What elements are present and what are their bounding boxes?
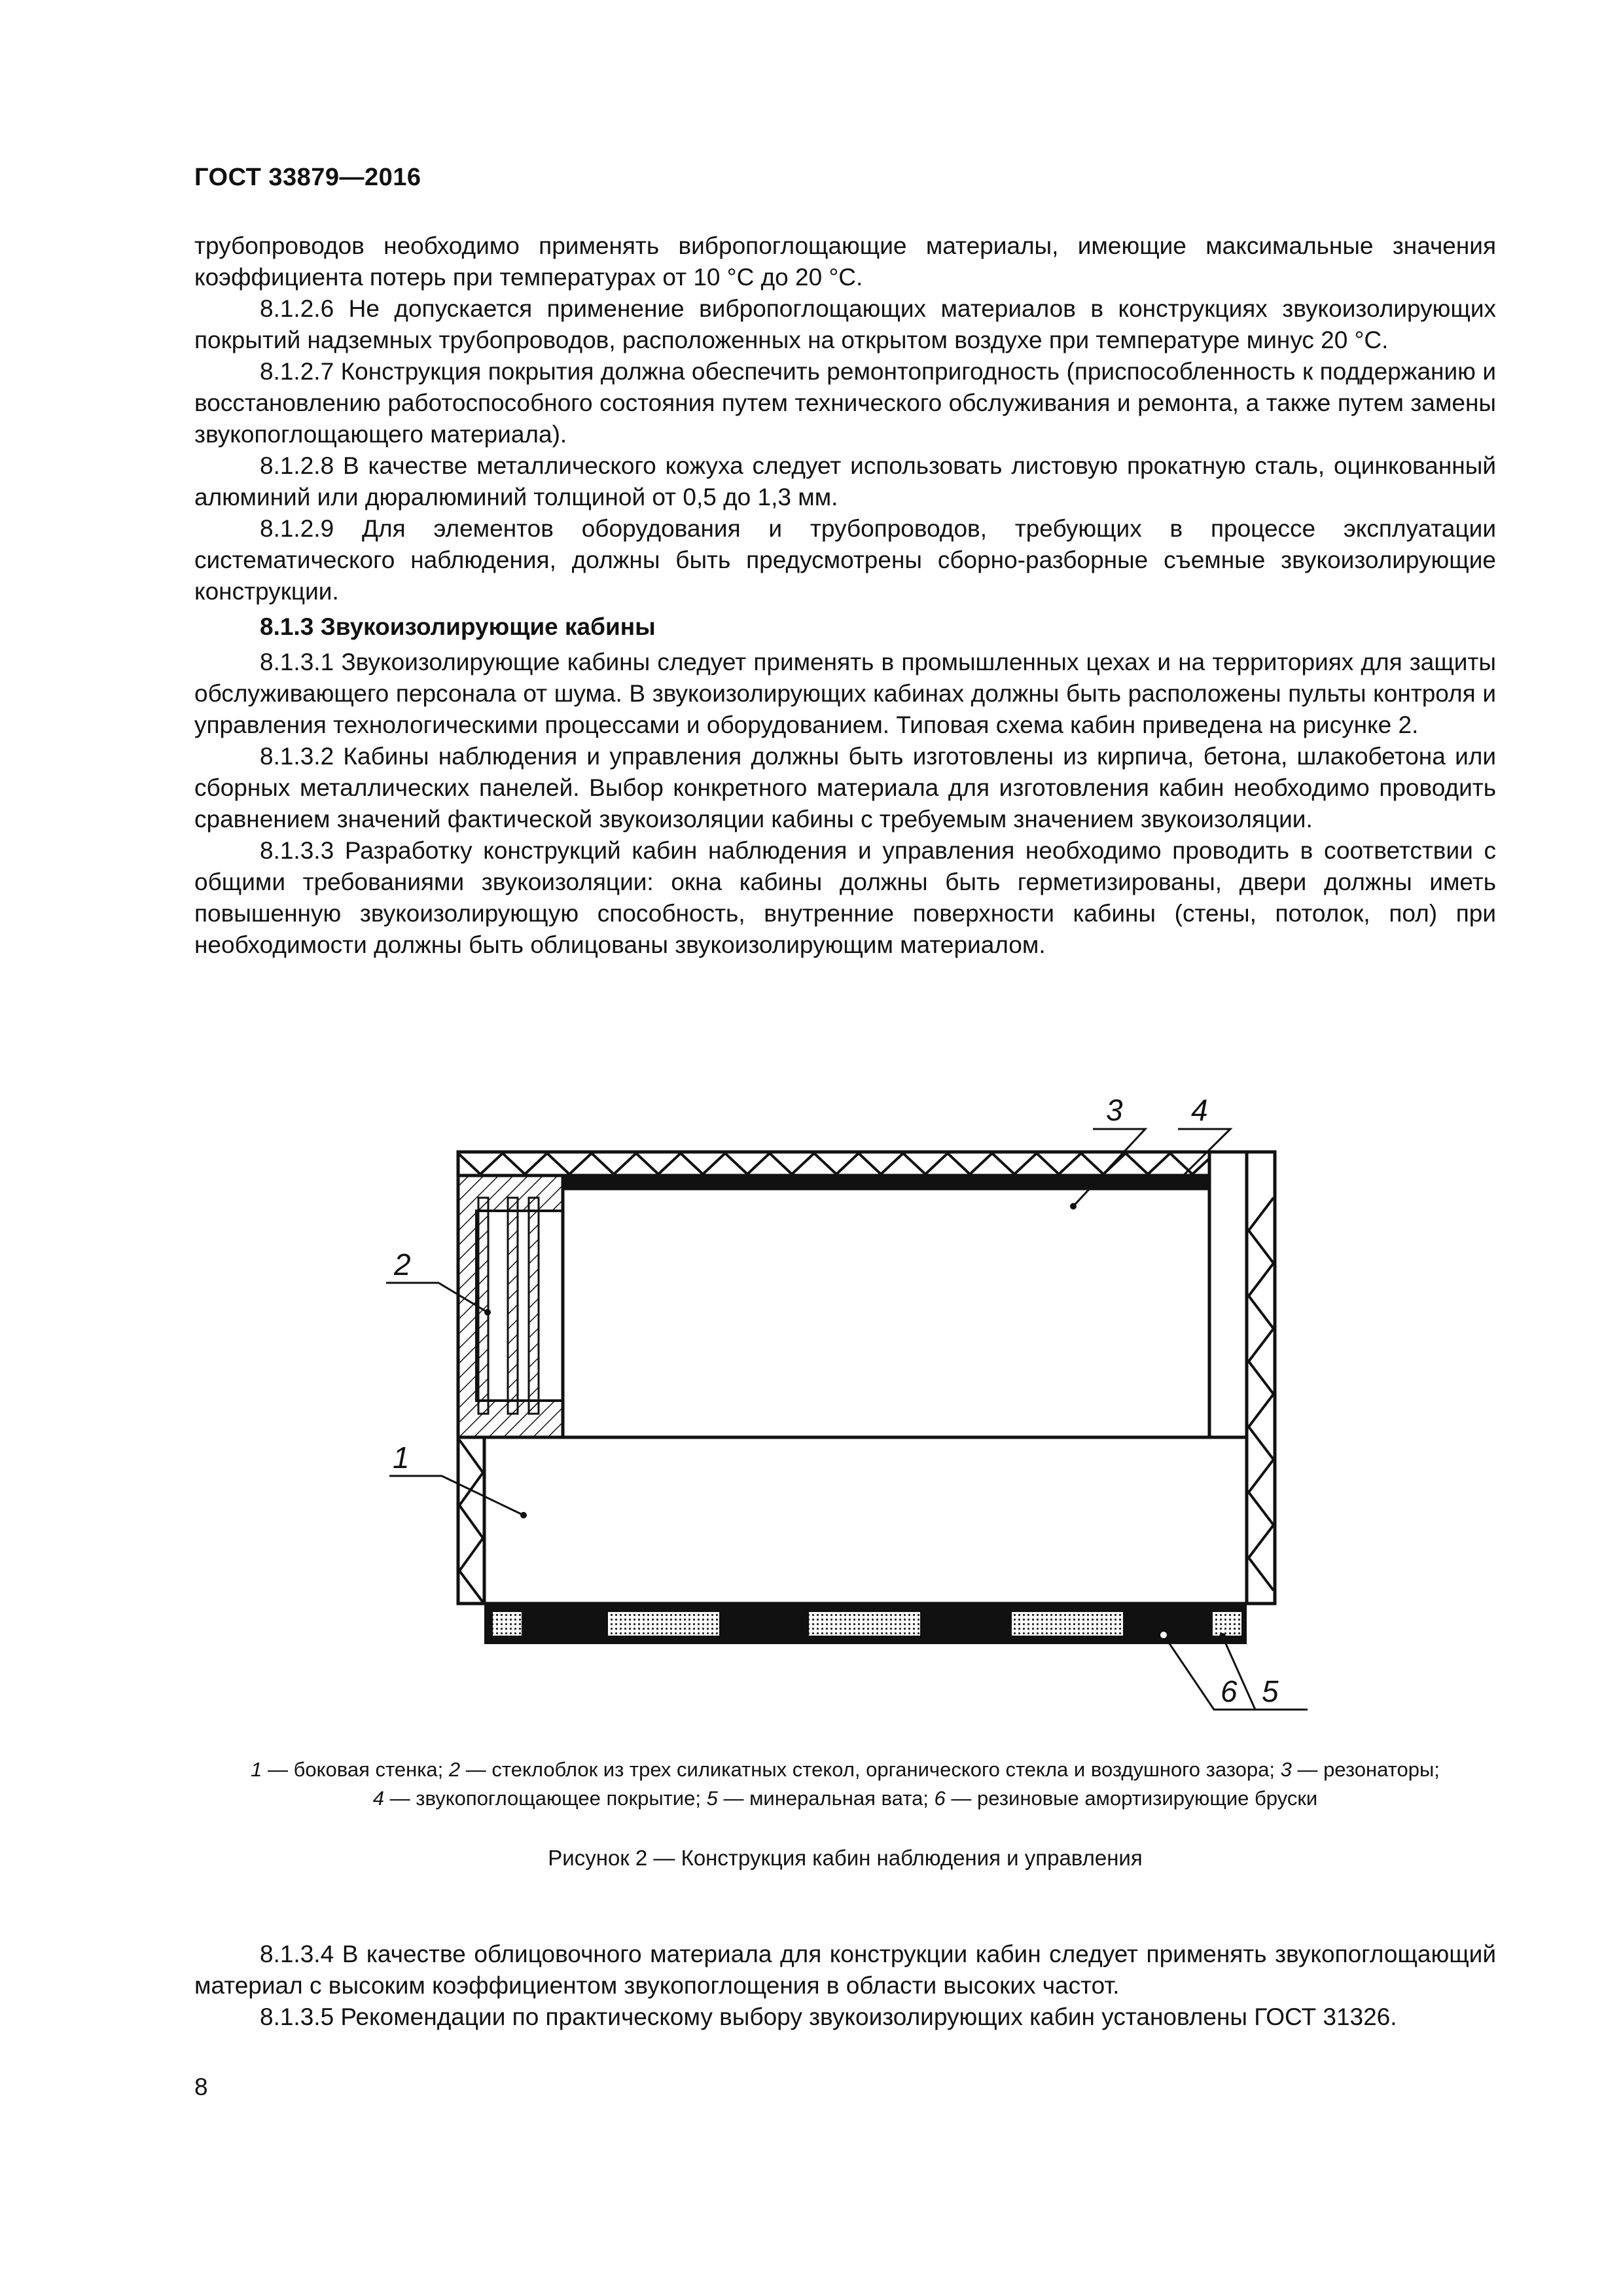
- mineral-wool-pad: [492, 1611, 522, 1636]
- side-wall: [458, 1437, 484, 1604]
- callout-2: 2: [394, 1247, 411, 1282]
- legend-num: 1: [251, 1758, 262, 1781]
- figure-legend-line: [194, 1784, 1496, 1813]
- sound-absorbing-coating: [563, 1175, 1209, 1189]
- mineral-wool-pad: [607, 1611, 720, 1636]
- mineral-wool-pad: [808, 1611, 921, 1636]
- callout-5: 5: [1262, 1674, 1279, 1708]
- mineral-wool-pad: [1011, 1611, 1124, 1636]
- paragraph: 8.1.3.2 Кабины наблюдения и управления должны быть изготовлены из кирпича, бетона, шлакобетона или сборных металлических панелей. Выбор конкретного материала для изготовления кабин необходимо проводить сравнением значений фактической звукоизоляции кабины с требуемым значением звукоизоляции.: [194, 743, 1496, 833]
- legend-num: 4: [372, 1787, 385, 1810]
- glass-block: [478, 1198, 539, 1414]
- resonator-strip-top: [458, 1152, 1209, 1175]
- legend-text: — минеральная вата;: [717, 1787, 935, 1810]
- document-header: ГОСТ 33879—2016: [194, 164, 421, 191]
- callout-1: 1: [393, 1441, 410, 1475]
- cabin-lower-space: [484, 1437, 1247, 1604]
- legend-text: — стеклоблок из трех силикатных стекол, органического стекла и воздушного зазора;: [460, 1758, 1281, 1781]
- paragraph: трубопроводов необходимо применять вибропоглощающие материалы, имеющие максимальные значения коэффициента потерь при температурах от 10 °С до 20 °С.: [194, 232, 1496, 291]
- legend-num: 2: [448, 1758, 461, 1781]
- paragraph: 8.1.2.7 Конструкция покрытия должна обеспечить ремонтопригодность (приспособленность к поддержанию и восстановлению работоспособного состояния путем технического обслуживания и ремонта, а также путем замены звукопоглощающего материала).: [194, 358, 1496, 448]
- legend-text: — резиновые амортизирующие бруски: [945, 1787, 1318, 1810]
- paragraph: 8.1.2.8 В качестве металлического кожуха следует использовать листовую прокатную сталь, оцинкованный алюминий или дюралюминий толщиной от 0,5 до 1,3 мм.: [194, 452, 1496, 511]
- legend-num: 3: [1280, 1758, 1292, 1781]
- figure-legend: [194, 1755, 1496, 1813]
- legend-text: — звукопоглощающее покрытие;: [384, 1787, 707, 1810]
- paragraph: 8.1.2.6 Не допускается применение вибропоглощающих материалов в конструкциях звукоизолирующих покрытий надземных трубопроводов, расположенных на открытом воздухе при температуре минус 20 °С.: [194, 295, 1496, 353]
- callout-3: 3: [1106, 1093, 1123, 1127]
- legend-text: — боковая стенка;: [262, 1758, 449, 1781]
- paragraph: 8.1.3.1 Звукоизолирующие кабины следует применять в промышленных цехах и на территориях для защиты обслуживающего персонала от шума. В звукоизолирующих кабинах должны быть расположены пульты контроля и управления технологическими процессами и оборудованием. Типовая схема кабин приведена на рисунке 2.: [194, 649, 1496, 738]
- legend-text: — резонаторы;: [1291, 1758, 1440, 1781]
- figure-caption: Рисунок 2 — Конструкция кабин наблюдения и управления: [548, 1846, 1143, 1870]
- callout-6: 6: [1221, 1674, 1238, 1708]
- paragraph: 8.1.3.4 В качестве облицовочного материала для конструкции кабин следует применять звукопоглощающий материал с высоким коэффициентом звукопоглощения в области высоких частот.: [194, 1941, 1496, 1999]
- paragraph: 8.1.3.5 Рекомендации по практическому выбору звукоизолирующих кабин установлены ГОСТ 31326.: [260, 2003, 1397, 2030]
- figure-legend-line: [194, 1755, 1496, 1784]
- legend-num: 5: [706, 1787, 718, 1810]
- paragraph: 8.1.2.9 Для элементов оборудования и трубопроводов, требующих в процессе эксплуатации систематического наблюдения, должны быть предусмотрены сборно-разборные съемные звукоизолирующие конструкции.: [194, 515, 1496, 605]
- cabin-upper-space: [563, 1189, 1209, 1437]
- mineral-wool-pad: [1212, 1611, 1242, 1636]
- paragraph: 8.1.3.3 Разработку конструкций кабин наблюдения и управления необходимо проводить в соответствии с общими требованиями звукоизоляции: окна кабины должны быть герметизированы, двери должны иметь повышенную звукоизолирующую способность, внутренние поверхности кабины (стены, потолок, пол) при необходимости должны быть облицованы звукоизолирующим материалом.: [194, 837, 1496, 958]
- page-number: 8: [194, 2073, 208, 2100]
- section-heading: 8.1.3 Звукоизолирующие кабины: [260, 613, 656, 640]
- body-text-bottom: [194, 1939, 1496, 2033]
- callout-4: 4: [1191, 1093, 1208, 1127]
- legend-num: 6: [934, 1787, 946, 1810]
- floor-base: [484, 1604, 1247, 1644]
